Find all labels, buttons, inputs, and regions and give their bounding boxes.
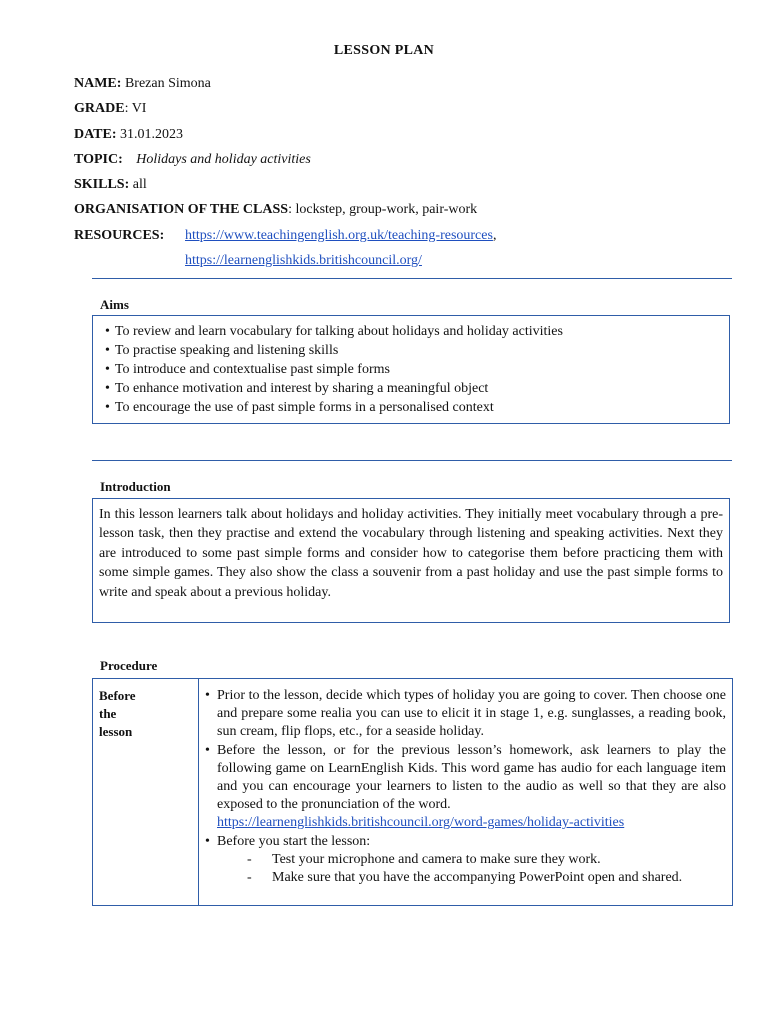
- topic-value: Holidays and holiday activities: [136, 152, 311, 167]
- procedure-content-cell: [199, 679, 732, 905]
- name-field: [74, 76, 211, 92]
- organisation-value: : lockstep, group-work, pair-work: [288, 202, 478, 217]
- aims-divider: [92, 278, 732, 279]
- procedure-subitem: - Make sure that you have the accompanying PowerPoint open and shared.: [205, 869, 726, 887]
- procedure-subitem: - Test your microphone and camera to make sure they work.: [205, 851, 726, 869]
- teachingenglish-link[interactable]: https://www.teachingenglish.org.uk/teaching-resources: [185, 228, 493, 243]
- skills-value: all: [132, 177, 147, 192]
- aim-item: • To enhance motivation and interest by sharing a meaningful object: [105, 379, 721, 398]
- grade-label: GRADE: [74, 101, 125, 116]
- name-label: NAME:: [74, 76, 122, 91]
- introduction-box: [92, 498, 730, 623]
- introduction-text: In this lesson learners talk about holidays and holiday activities. They initially meet vocabulary through a pre-lesson task, then they practise and extend the vocabulary through listening and speaking activities. Next they are introduced to some past simple forms and consider how to categorise them before practicing them with some simple games. They also show the class a souvenir from a past holiday and use the past simple forms to write and speak about a previous holiday.: [99, 507, 723, 600]
- procedure-bullet: [205, 742, 726, 833]
- stage-label-line: Before: [99, 688, 136, 703]
- aim-item: • To encourage the use of past simple forms in a personalised context: [105, 398, 721, 417]
- procedure-bullet: • Before you start the lesson:: [205, 833, 726, 851]
- resources-field: [74, 228, 164, 244]
- skills-field: [74, 177, 147, 193]
- resources-link-row-1: [185, 228, 496, 244]
- aims-list: [105, 322, 721, 417]
- aims-heading: Aims: [100, 297, 129, 312]
- introduction-divider: [92, 460, 732, 461]
- organisation-label: ORGANISATION OF THE CLASS: [74, 202, 289, 217]
- resources-label: RESOURCES:: [74, 228, 165, 243]
- grade-field: [74, 101, 146, 117]
- aim-item: • To practise speaking and listening skills: [105, 341, 721, 360]
- date-value: 31.01.2023: [120, 127, 184, 142]
- introduction-heading: Introduction: [100, 479, 171, 494]
- resources-separator: ,: [492, 228, 497, 243]
- procedure-table: [92, 678, 733, 906]
- aims-box: [92, 315, 730, 424]
- procedure-bullet: • Prior to the lesson, decide which types of holiday you are going to cover. Then choose one and prepare some realia you can use to elicit it in stage 1, e.g. sunglasses, a reading book, sun cream, flip flops, etc., for a seaside holiday.: [205, 687, 726, 742]
- aim-item: • To review and learn vocabulary for talking about holidays and holiday activities: [105, 322, 721, 341]
- stage-label-line: the: [99, 706, 117, 721]
- date-label: DATE:: [74, 127, 117, 142]
- topic-field: [74, 152, 311, 168]
- date-field: [74, 127, 183, 143]
- name-value: Brezan Simona: [124, 76, 211, 91]
- procedure-stage-cell: [93, 679, 199, 905]
- document-title: LESSON PLAN: [333, 43, 435, 58]
- procedure-heading: Procedure: [100, 658, 158, 673]
- skills-label: SKILLS:: [74, 177, 130, 192]
- organisation-field: [74, 202, 477, 218]
- aim-item: • To introduce and contextualise past simple forms: [105, 360, 721, 379]
- holiday-activities-link[interactable]: https://learnenglishkids.britishcouncil.org/word-games/holiday-activities: [217, 815, 625, 831]
- procedure-bullet-text: • Before the lesson, or for the previous lesson’s homework, ask learners to play the following game on LearnEnglish Kids. This word game has audio for each language item and you can encourage your learners to listen to the audio as well so that they are also exposed to the pronunciation of the word.: [217, 742, 726, 813]
- topic-label: TOPIC:: [74, 152, 123, 167]
- stage-label-line: lesson: [99, 724, 133, 739]
- learnenglishkids-link[interactable]: https://learnenglishkids.britishcouncil.org/: [185, 253, 422, 268]
- resources-link-row-2: [185, 253, 422, 269]
- grade-value: : VI: [124, 101, 147, 116]
